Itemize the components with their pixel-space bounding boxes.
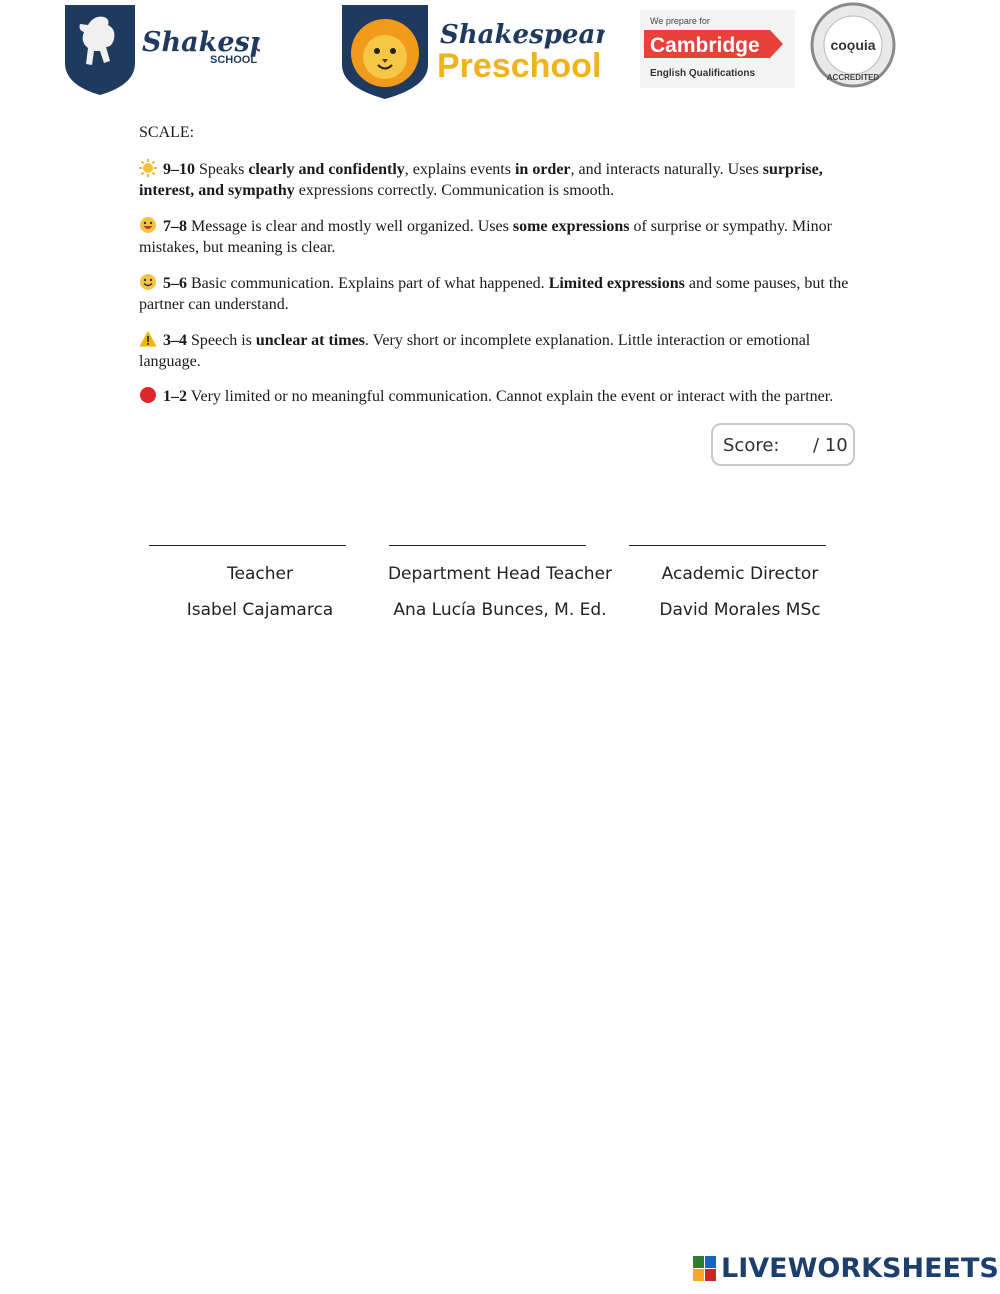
- department-head-signature-line: [389, 545, 586, 546]
- teacher-signature-line: [149, 545, 346, 546]
- signature-role: Academic Director: [661, 564, 819, 584]
- school-logo-subtext: SCHOOL: [210, 54, 258, 66]
- warning-icon: [139, 330, 157, 348]
- score-range: 9–10: [163, 161, 195, 178]
- aquia-seal-text: coǫuia: [830, 37, 876, 53]
- score-box: [711, 423, 855, 466]
- scale-heading: SCALE:: [139, 124, 195, 141]
- score-range: 3–4: [163, 332, 187, 349]
- score-range: 7–8: [163, 218, 187, 235]
- academic-director-signature-line: [629, 545, 826, 546]
- liveworksheets-wordmark: LIVEWORKSHEETS: [721, 1253, 999, 1284]
- grin-face-icon: [139, 216, 157, 234]
- score-total: / 10: [813, 435, 848, 456]
- cambridge-tagline: We prepare for: [650, 16, 710, 26]
- cambridge-brand: Cambridge: [650, 34, 760, 57]
- scale-item-3-4: 3–4 Speech is unclear at times. Very short or incomplete explanation. Little interaction or emotional language.: [139, 332, 811, 370]
- scale-item-1-2: 1–2 Very limited or no meaningful communication. Cannot explain the event or interact with the partner.: [139, 386, 879, 407]
- cambridge-subtext: English Qualifications: [650, 68, 756, 79]
- shakespeare-preschool-logo: [340, 3, 605, 100]
- signature-role: Department Head Teacher: [387, 564, 613, 584]
- score-range: 5–6: [163, 275, 187, 292]
- signature-name: Isabel Cajamarca: [186, 600, 334, 620]
- accredited-seal-ring-text: ACCREDITED: [826, 73, 880, 82]
- shakespeare-logo-text: Shakes: [142, 27, 250, 58]
- aquia-accredited-seal: [810, 2, 896, 88]
- scale-item-9-10: 9–10 Speaks clearly and confidently, explains events in order, and interacts naturally. Uses surprise, interest, and sympathy expressions correctly. Communication is smooth.: [139, 161, 823, 199]
- liveworksheets-logo[interactable]: [693, 1253, 999, 1285]
- scale-item-5-6: 5–6 Basic communication. Explains part of what happened. Limited expressions and some pauses, but the partner can understand.: [139, 275, 849, 313]
- signature-name: Ana Lucía Bunces, M. Ed.: [393, 600, 607, 620]
- sun-icon: [139, 159, 157, 177]
- score-range: 1–2: [163, 388, 187, 405]
- cambridge-logo: [640, 10, 795, 88]
- score-label: Score:: [723, 435, 780, 456]
- signature-role: Teacher: [227, 564, 293, 584]
- preschool-logo-title: Shakespea: [440, 20, 596, 50]
- shakespeare-school-logo: [60, 3, 260, 97]
- preschool-logo-subtext: Preschool: [437, 47, 602, 85]
- liveworksheets-mark-icon: [693, 1256, 717, 1284]
- signature-name: David Morales MSc: [659, 600, 821, 620]
- red-circle-icon: [139, 386, 157, 404]
- smile-face-icon: [139, 273, 157, 291]
- scale-item-7-8: 7–8 Message is clear and mostly well organized. Uses some expressions of surprise or sympathy. Minor mistakes, but meaning is clear.: [139, 218, 832, 256]
